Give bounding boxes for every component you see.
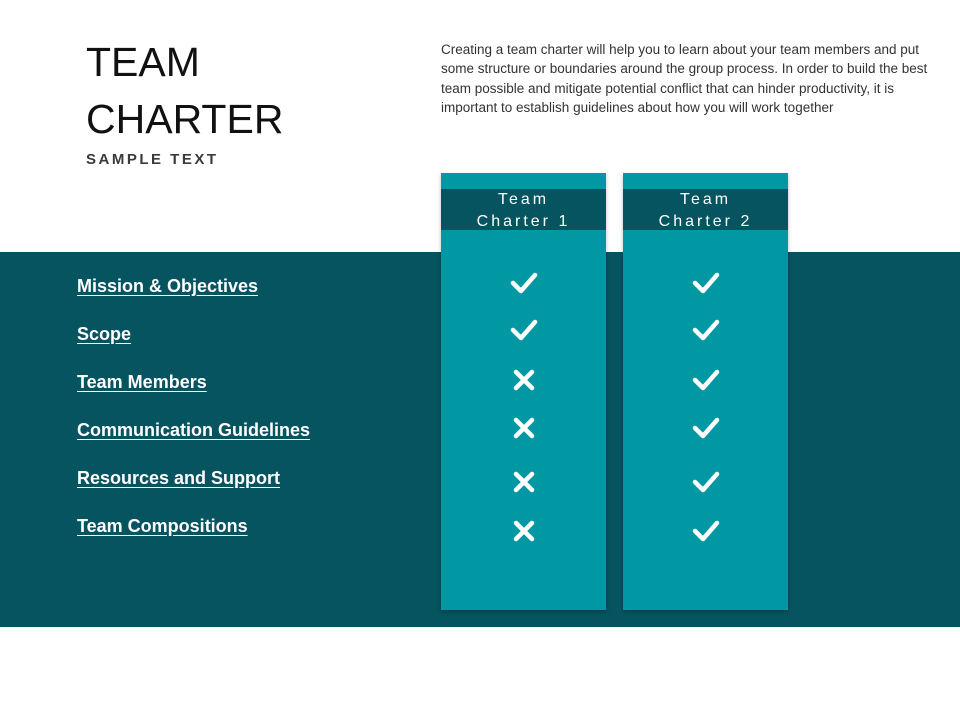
check-icon [623, 516, 788, 546]
check-icon [623, 365, 788, 395]
charter-column-1 [441, 173, 606, 610]
check-icon [623, 467, 788, 497]
charter-header-1 [441, 189, 606, 230]
charter-header-line-2: Charter 2 [658, 213, 753, 230]
subtitle: SAMPLE TEXT [86, 151, 219, 168]
cross-icon [441, 365, 606, 395]
criteria-link-mission-objectives[interactable]: Mission & Objectives [77, 276, 259, 296]
cross-icon [441, 467, 606, 497]
criteria-link-team-compositions[interactable]: Team Compositions [77, 516, 248, 536]
charter-header-2 [623, 189, 788, 230]
criteria-link-communication-guidelines[interactable]: Communication Guidelines [77, 420, 311, 440]
check-icon [623, 268, 788, 298]
charter-header-line-2: Charter 1 [476, 213, 571, 230]
charter-header-line-1: Team [679, 191, 732, 208]
title-line-1: TEAM [86, 39, 200, 85]
check-icon [441, 315, 606, 345]
criteria-link-team-members[interactable]: Team Members [77, 372, 207, 392]
criteria-link-scope[interactable]: Scope [77, 324, 132, 344]
cross-icon [441, 413, 606, 443]
check-icon [623, 413, 788, 443]
cross-icon [441, 516, 606, 546]
charter-column-2 [623, 173, 788, 610]
description-text: Creating a team charter will help you to learn about your team members and put some structure or boundaries around the group process. In order to build the best team possible and mitigate potential conflict that can hinder productivity, it is important to establish guidelines about how you will work together [441, 42, 928, 116]
check-icon [441, 268, 606, 298]
check-icon [623, 315, 788, 345]
page-title [86, 34, 283, 148]
title-line-2: CHARTER [86, 96, 284, 142]
criteria-link-resources-support[interactable]: Resources and Support [77, 468, 281, 488]
charter-header-line-1: Team [497, 191, 550, 208]
